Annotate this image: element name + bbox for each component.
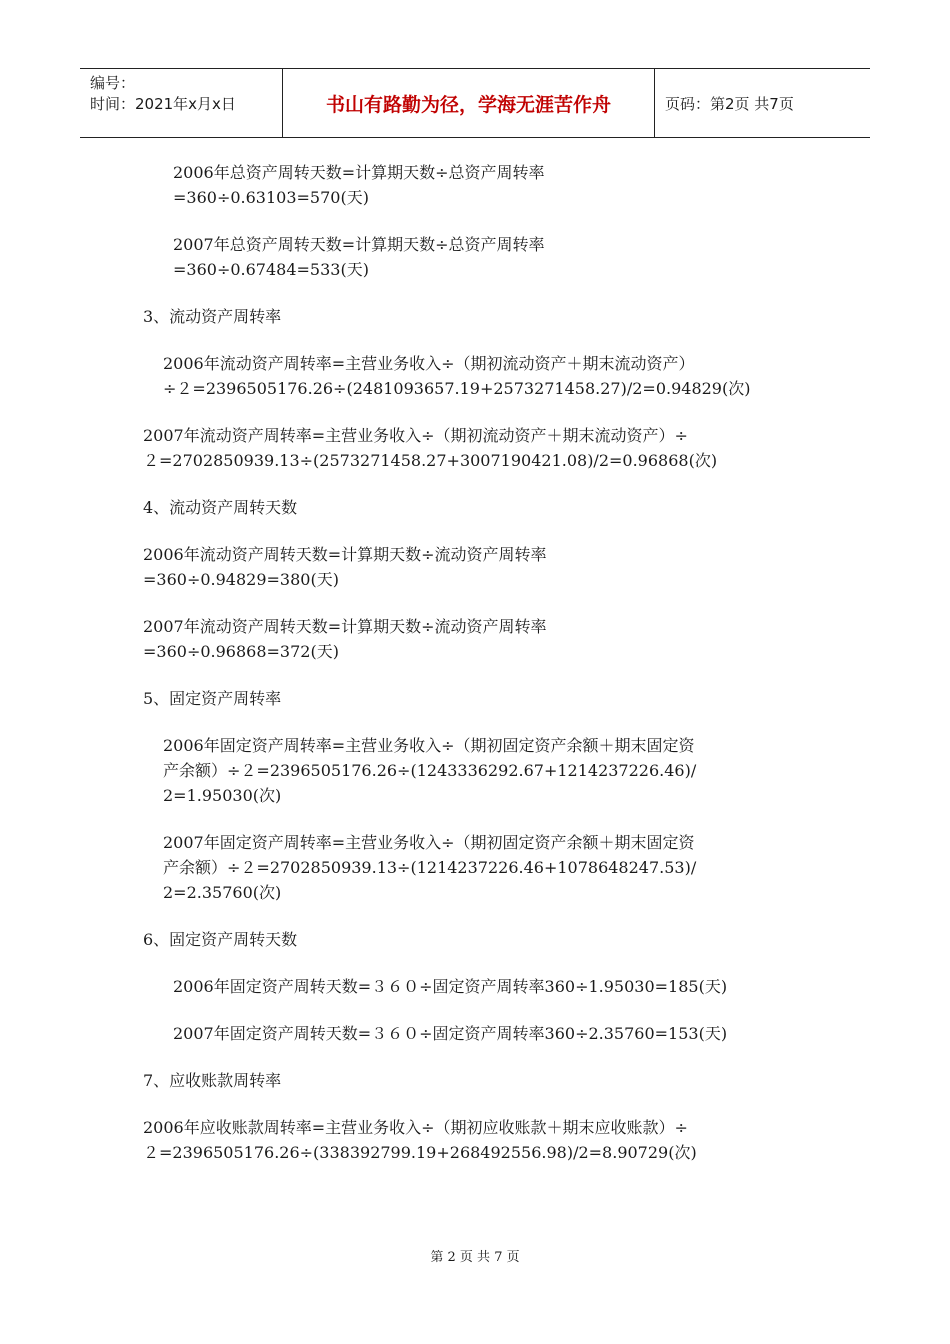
paragraph-line: =360÷0.96868=372(天)	[143, 642, 339, 661]
paragraph	[143, 160, 813, 210]
paragraph	[143, 495, 813, 520]
paragraph	[143, 830, 813, 905]
document-body	[143, 160, 813, 1187]
paragraph-line: 6、固定资产周转天数	[143, 930, 298, 949]
paragraph	[143, 1021, 813, 1046]
paragraph-line: =360÷0.67484=533(天)	[173, 260, 369, 279]
paragraph	[143, 1068, 813, 1093]
paragraph	[143, 1115, 813, 1165]
paragraph	[143, 232, 813, 282]
serial-label: 编号：	[90, 74, 136, 92]
paragraph-line: =360÷0.94829=380(天)	[143, 570, 339, 589]
paragraph-line: 2006年总资产周转天数=计算期天数÷总资产周转率	[173, 163, 545, 182]
paragraph	[143, 542, 813, 592]
paragraph-line: 2=2.35760(次)	[163, 883, 282, 902]
paragraph-line: 2007年总资产周转天数=计算期天数÷总资产周转率	[173, 235, 545, 254]
paragraph	[143, 733, 813, 808]
paragraph	[143, 351, 813, 401]
paragraph	[143, 614, 813, 664]
paragraph	[143, 686, 813, 711]
paragraph-line: ２=2396505176.26÷(338392799.19+268492556.98)/2=8.90729(次)	[143, 1143, 697, 1162]
paragraph	[143, 423, 813, 473]
paragraph	[143, 304, 813, 329]
paragraph-line: 4、流动资产周转天数	[143, 498, 298, 517]
paragraph-line: 2007年流动资产周转天数=计算期天数÷流动资产周转率	[143, 617, 547, 636]
paragraph-line: 7、应收账款周转率	[143, 1071, 282, 1090]
paragraph-line: 产余额）÷２=2396505176.26÷(1243336292.67+1214237226.46)/	[163, 761, 697, 780]
paragraph-line: ２=2702850939.13÷(2573271458.27+3007190421.08)/2=0.96868(次)	[143, 451, 718, 470]
paragraph-line: 2007年固定资产周转率=主营业务收入÷（期初固定资产余额＋期末固定资	[163, 833, 695, 852]
paragraph-line: 3、流动资产周转率	[143, 307, 282, 326]
paragraph-line: 产余额）÷２=2702850939.13÷(1214237226.46+1078648247.53)/	[163, 858, 697, 877]
paragraph	[143, 974, 813, 999]
paragraph-line: 2006年应收账款周转率=主营业务收入÷（期初应收账款＋期末应收账款）÷	[143, 1118, 688, 1137]
paragraph-line: 2006年流动资产周转天数=计算期天数÷流动资产周转率	[143, 545, 547, 564]
paragraph-line: 2006年固定资产周转率=主营业务收入÷（期初固定资产余额＋期末固定资	[163, 736, 695, 755]
page-footer: 第 2 页 共 7 页	[430, 1250, 520, 1265]
paragraph-line: 2006年流动资产周转率=主营业务收入÷（期初流动资产＋期末流动资产）	[163, 354, 695, 373]
paragraph-line: =360÷0.63103=570(天)	[173, 188, 369, 207]
paragraph-line: 2007年流动资产周转率=主营业务收入÷（期初流动资产＋期末流动资产）÷	[143, 426, 688, 445]
paragraph	[143, 927, 813, 952]
page-header	[80, 68, 870, 138]
paragraph-line: 2=1.95030(次)	[163, 786, 282, 805]
paragraph-line: ÷２=2396505176.26÷(2481093657.19+2573271458.27)/2=0.94829(次)	[163, 379, 751, 398]
paragraph-line: 2006年固定资产周转天数=３６０÷固定资产周转率360÷1.95030=185(天)	[173, 977, 728, 996]
paragraph-line: 5、固定资产周转率	[143, 689, 282, 708]
time-label: 时间：2021年x月x日	[90, 95, 236, 113]
header-motto: 书山有路勤为径，学海无涯苦作舟	[283, 69, 655, 137]
header-meta	[80, 69, 283, 137]
header-page-info: 页码：第2页 共7页	[665, 94, 794, 113]
paragraph-line: 2007年固定资产周转天数=３６０÷固定资产周转率360÷2.35760=153(天)	[173, 1024, 728, 1043]
